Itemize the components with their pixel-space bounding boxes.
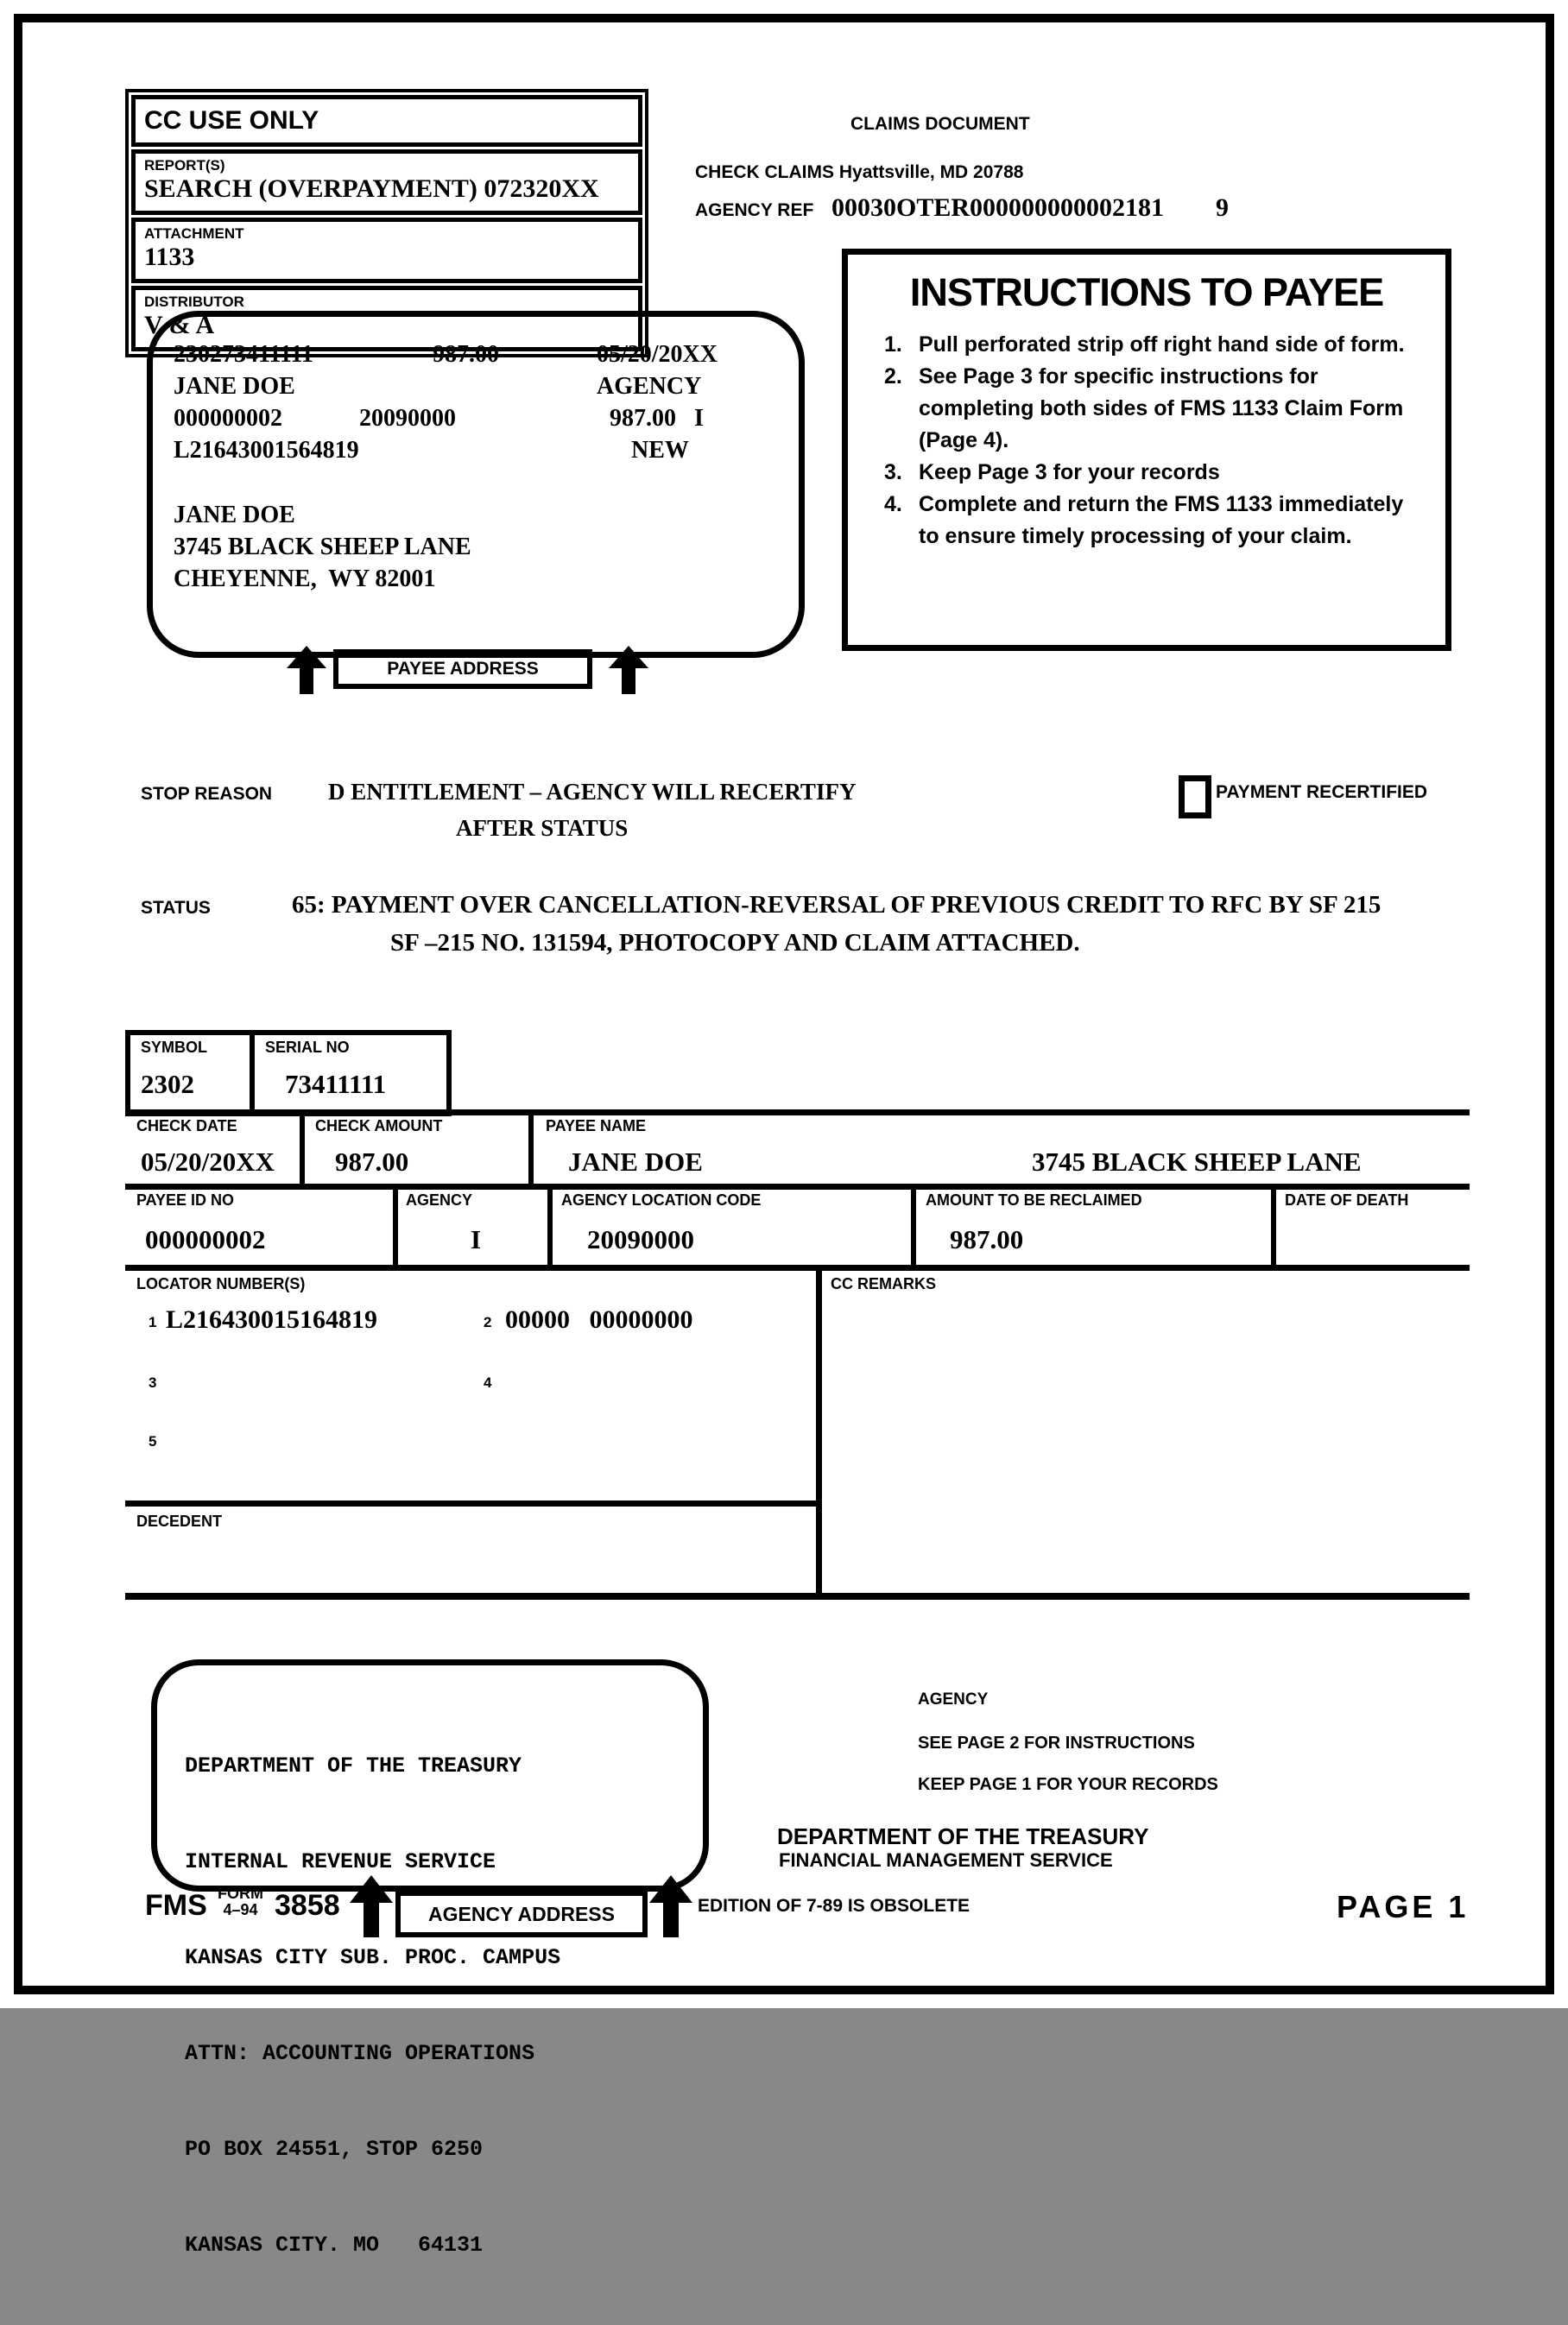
instructions-list (884, 329, 1428, 553)
cc-distributor-label: DISTRIBUTOR (144, 294, 244, 310)
instruction-item-1 (884, 329, 1428, 361)
amount-reclaimed-value: 987.00 (950, 1224, 1024, 1254)
check-date-inline: 05/20/20XX (597, 341, 718, 368)
cc-attachment-row (131, 218, 642, 283)
agency-address-line: KANSAS CITY SUB. PROC. CAMPUS (185, 1945, 561, 1970)
check-amount-inline: 987.00 (433, 341, 499, 368)
keep-page1-note: KEEP PAGE 1 FOR YOUR RECORDS (918, 1775, 1218, 1794)
cc-report-row (131, 149, 642, 215)
agency-value: I (471, 1224, 482, 1254)
page-number: PAGE 1 (1337, 1889, 1470, 1924)
instructions-title: INSTRUCTIONS TO PAYEE (909, 270, 1384, 314)
reclaim-amount-inline: 987.00 I (610, 405, 704, 432)
locator-slot-4-num: 4 (484, 1374, 492, 1391)
instructions-to-payee-box (842, 249, 1451, 651)
cc-remarks-label: CC REMARKS (831, 1275, 937, 1292)
payee-address-name: JANE DOE (174, 502, 295, 528)
payee-address-city: CHEYENNE, WY 82001 (174, 565, 436, 592)
form-rev-block (218, 1886, 263, 1918)
payee-street-value: 3745 BLACK SHEEP LANE (1032, 1147, 1362, 1177)
instruction-item-2 (884, 361, 1428, 457)
payee-window-content (174, 341, 790, 597)
claims-document-heading: CLAIMS DOCUMENT (850, 114, 1030, 134)
form-word: FORM (218, 1885, 263, 1902)
symbol-value: 2302 (141, 1069, 194, 1099)
financial-mgmt-service-note: FINANCIAL MANAGEMENT SERVICE (779, 1849, 1113, 1871)
payee-name-inline: JANE DOE (174, 373, 295, 400)
check-claims-label: CHECK CLAIMS (695, 162, 834, 182)
check-date-value: 05/20/20XX (141, 1147, 275, 1177)
agency-address-line: ATTN: ACCOUNTING OPERATIONS (185, 2041, 535, 2066)
serial-no-value: 73411111 (285, 1069, 387, 1099)
agency-location-code-value: 20090000 (587, 1224, 694, 1254)
stop-reason-label: STOP REASON (141, 784, 273, 804)
status-value-line2: SF –215 NO. 131594, PHOTOCOPY AND CLAIM ATTACHED. (390, 929, 1080, 957)
payee-window-line3 (174, 405, 790, 437)
agency-ref-suffix: 9 (1216, 193, 1229, 222)
locator-slot-1-value: L216430015164819 (166, 1305, 378, 1334)
fms-form-word: FMS (145, 1889, 207, 1922)
payee-address-street: 3745 BLACK SHEEP LANE (174, 534, 471, 560)
agency-word-inline: AGENCY (597, 373, 702, 400)
form-number: 3858 (275, 1889, 340, 1922)
agency-address-lines (185, 1686, 560, 2325)
payee-name-label: PAYEE NAME (546, 1117, 647, 1134)
payee-window-line4 (174, 437, 790, 469)
up-arrow-icon (649, 1875, 692, 1937)
status-value-line1: 65: PAYMENT OVER CANCELLATION-REVERSAL OF PREVIOUS CREDIT TO RFC BY SF 215 (292, 891, 1381, 919)
check-date-label: CHECK DATE (136, 1117, 237, 1134)
edition-note: EDITION OF 7-89 IS OBSOLETE (698, 1896, 971, 1916)
locator-numbers-label: LOCATOR NUMBER(S) (136, 1275, 306, 1292)
agency-ref-label: AGENCY REF (695, 200, 814, 220)
agency-ref-value: 00030OTER000000000002181 (831, 193, 1165, 222)
cc-report-value: SEARCH (OVERPAYMENT) 072320XX (144, 174, 599, 203)
payee-id-label: PAYEE ID NO (136, 1191, 235, 1209)
check-amount-value: 987.00 (335, 1147, 409, 1177)
stop-reason-value-line2: AFTER STATUS (456, 815, 629, 841)
see-page2-note: SEE PAGE 2 FOR INSTRUCTIONS (918, 1734, 1195, 1753)
date-of-death-label: DATE OF DEATH (1285, 1191, 1409, 1209)
cc-distributor-value: V & A (144, 311, 215, 339)
check-claims-line (695, 162, 1023, 183)
agency-location-code-inline: 20090000 (359, 405, 456, 432)
stop-reason-value-line1: D ENTITLEMENT – AGENCY WILL RECERTIFY (328, 779, 857, 805)
instruction-item-4 (884, 489, 1428, 553)
instruction-number: 4. (884, 492, 902, 516)
payee-window-line2 (174, 373, 790, 405)
agency-address-line: PO BOX 24551, STOP 6250 (185, 2137, 484, 2162)
agency-location-code-label: AGENCY LOCATION CODE (561, 1191, 762, 1209)
instruction-text: Complete and return the FMS 1133 immediately to ensure timely processing of your claim. (919, 492, 1404, 548)
check-symbol-serial: 230273411111 (174, 341, 313, 368)
cc-report-label: REPORT(S) (144, 157, 225, 174)
check-amount-label: CHECK AMOUNT (315, 1117, 443, 1134)
locator-slot-1-num: 1 (149, 1314, 157, 1330)
cc-attachment-value: 1133 (144, 243, 195, 271)
cc-use-only-title: CC USE ONLY (131, 95, 642, 147)
payee-address-window (147, 311, 805, 658)
up-arrow-icon (350, 1875, 393, 1937)
payee-id-value: 000000002 (145, 1224, 266, 1254)
new-flag-inline: NEW (631, 437, 689, 464)
locator-slot-2-num: 2 (484, 1314, 492, 1330)
up-arrow-icon (609, 646, 648, 694)
instruction-number: 1. (884, 332, 902, 357)
amount-reclaimed-label: AMOUNT TO BE RECLAIMED (926, 1191, 1142, 1209)
form-rev: 4–94 (223, 1901, 258, 1918)
serial-no-label: SERIAL NO (265, 1039, 350, 1056)
status-label: STATUS (141, 898, 211, 918)
up-arrow-icon (287, 646, 326, 694)
locator-number-inline: L21643001564819 (174, 437, 359, 464)
symbol-label: SYMBOL (141, 1039, 208, 1056)
payee-name-value: JANE DOE (568, 1147, 703, 1177)
agency-note-label: AGENCY (918, 1690, 989, 1709)
payment-recertified-checkbox[interactable] (1179, 775, 1211, 818)
instruction-number: 2. (884, 364, 902, 389)
instruction-text: Pull perforated strip off right hand side of form. (919, 332, 1405, 357)
instruction-item-3 (884, 457, 1428, 489)
locator-slot-3-num: 3 (149, 1374, 157, 1391)
locator-slot-2-value: 00000 00000000 (505, 1305, 693, 1334)
instruction-number: 3. (884, 460, 902, 484)
agency-label: AGENCY (406, 1191, 473, 1209)
instruction-text: Keep Page 3 for your records (919, 460, 1220, 484)
decedent-label: DECEDENT (136, 1513, 223, 1530)
agency-address-line: INTERNAL REVENUE SERVICE (185, 1849, 496, 1874)
payee-id-inline: 000000002 (174, 405, 282, 432)
dept-treasury-note: DEPARTMENT OF THE TREASURY (777, 1823, 1149, 1849)
agency-address-pointer-label: AGENCY ADDRESS (395, 1891, 648, 1937)
payee-address-pointer-label: PAYEE ADDRESS (333, 649, 592, 689)
instruction-text: See Page 3 for specific instructions for completing both sides of FMS 1133 Claim Form (Page 4). (919, 364, 1404, 452)
locator-slot-5-num: 5 (149, 1433, 157, 1450)
agency-address-line: DEPARTMENT OF THE TREASURY (185, 1753, 522, 1778)
check-claims-value: Hyattsville, MD 20788 (838, 162, 1024, 182)
payment-recertified-label: PAYMENT RECERTIFIED (1216, 782, 1428, 802)
agency-address-line: KANSAS CITY. MO 64131 (185, 2233, 484, 2258)
payee-window-line1 (174, 341, 790, 373)
cc-attachment-label: ATTACHMENT (144, 225, 244, 242)
